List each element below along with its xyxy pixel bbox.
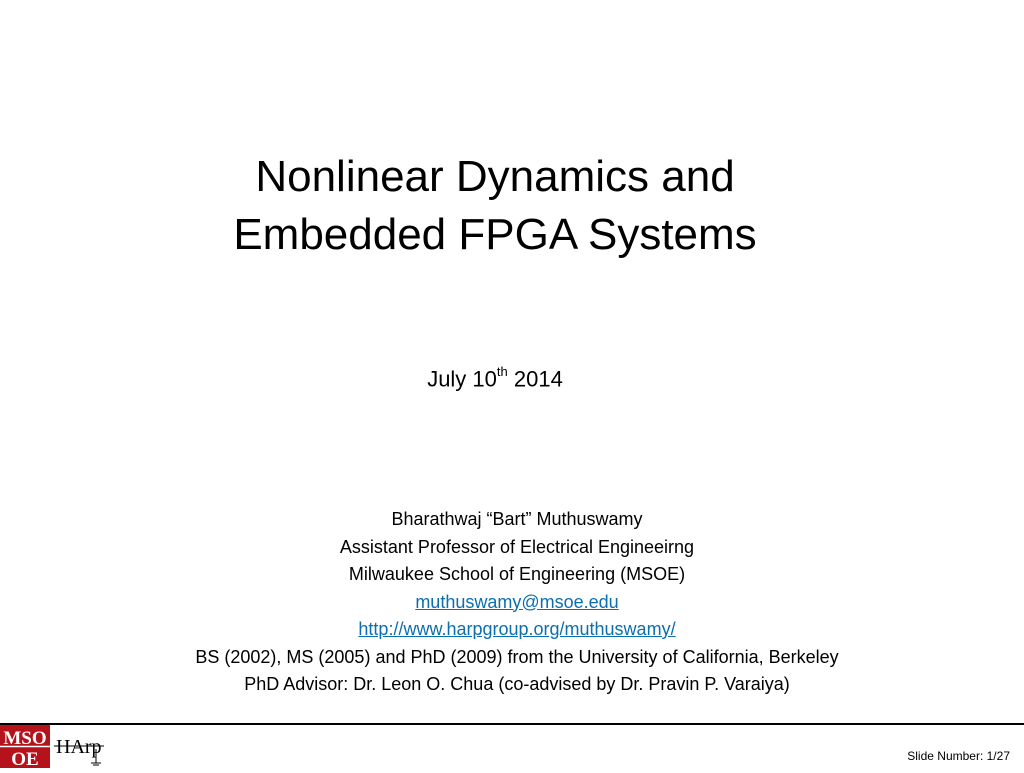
date-prefix: July 10 xyxy=(427,366,497,392)
msoe-logo-top: MSO xyxy=(3,728,47,749)
harp-logo xyxy=(54,736,104,765)
presentation-date xyxy=(0,366,990,392)
slide-title xyxy=(0,148,990,264)
author-block xyxy=(0,506,1024,699)
email-link[interactable]: muthuswamy@msoe.edu xyxy=(415,591,619,612)
footer-divider xyxy=(0,723,1024,725)
title-line-1: Nonlinear Dynamics and xyxy=(255,152,735,201)
author-degrees: BS (2002), MS (2005) and PhD (2009) from the University of California, Berkeley xyxy=(195,646,839,667)
title-line-2: Embedded FPGA Systems xyxy=(233,210,757,259)
date-superscript: th xyxy=(496,364,508,379)
author-position: Assistant Professor of Electrical Engineeirng xyxy=(339,536,695,557)
author-advisor: PhD Advisor: Dr. Leon O. Chua (co-advised by Dr. Pravin P. Varaiya) xyxy=(244,674,790,694)
website-link[interactable]: http://www.harpgroup.org/muthuswamy/ xyxy=(358,619,676,639)
msoe-logo xyxy=(0,725,50,768)
msoe-logo-bottom: OE xyxy=(11,749,39,768)
author-school: Milwaukee School of Engineering (MSOE) xyxy=(348,564,686,584)
footer-logos xyxy=(0,725,130,768)
slide-number: Slide Number: 1/27 xyxy=(907,749,1010,763)
harp-logo-text: HArp xyxy=(56,736,102,758)
author-name: Bharathwaj “Bart” Muthuswamy xyxy=(391,509,643,529)
logos-svg xyxy=(0,725,130,768)
date-suffix: 2014 xyxy=(507,366,563,392)
